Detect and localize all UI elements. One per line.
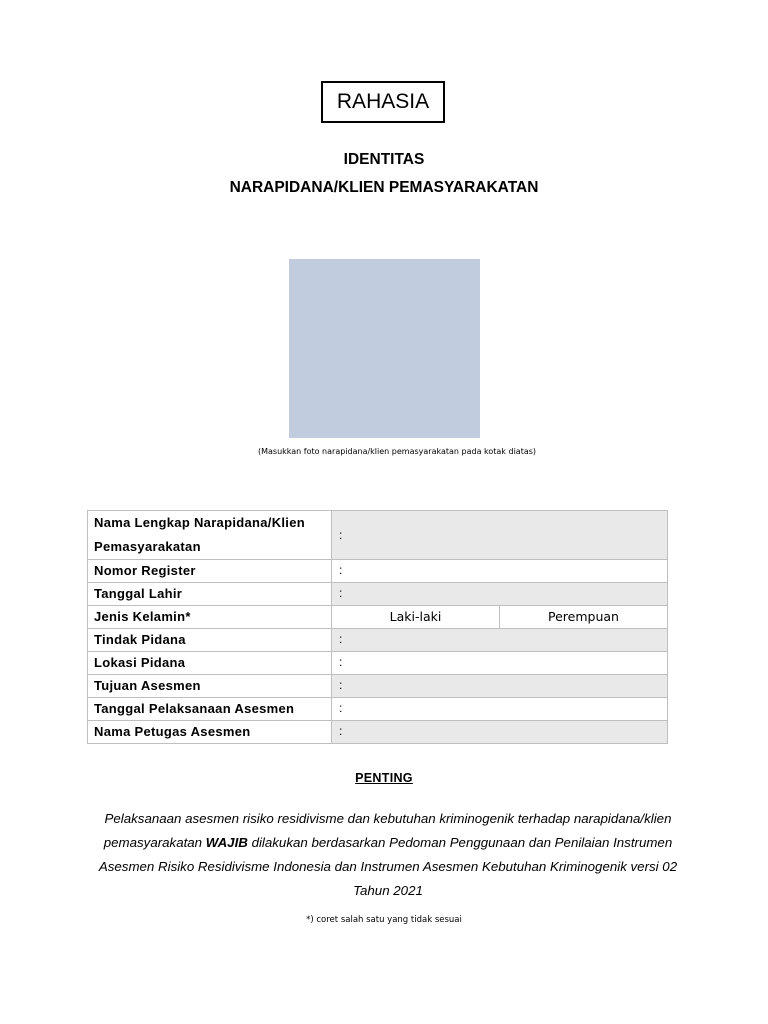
form-row-crime-location [88, 652, 668, 675]
important-heading-text: PENTING [355, 771, 413, 785]
identity-form-table [87, 510, 668, 744]
form-row-register-number [88, 560, 668, 583]
field-label-full-name [88, 511, 332, 560]
confidential-stamp [321, 81, 445, 123]
field-label-assessment-purpose: Tujuan Asesmen [88, 675, 332, 698]
form-row-crime [88, 629, 668, 652]
gender-option-female[interactable]: Perempuan [548, 609, 619, 624]
assessment-purpose-field[interactable]: : [332, 675, 668, 698]
confidential-stamp-text: RAHASIA [336, 90, 430, 113]
gender-option-male[interactable]: Laki-laki [332, 606, 500, 628]
photo-caption: (Masukkan foto narapidana/klien pemasyarakatan pada kotak diatas) [257, 447, 537, 456]
birth-date-field[interactable]: : [332, 583, 668, 606]
footnote: *) coret salah satu yang tidak sesuai [306, 915, 462, 925]
crime-location-field[interactable]: : [332, 652, 668, 675]
register-number-field[interactable]: : [332, 560, 668, 583]
form-row-birth-date [88, 583, 668, 606]
field-label-birth-date: Tanggal Lahir [88, 583, 332, 606]
field-label-gender: Jenis Kelamin* [88, 606, 332, 629]
document-title-line2: NARAPIDANA/KLIEN PEMASYARAKATAN [229, 179, 539, 196]
full-name-field[interactable]: : [332, 511, 668, 560]
assessor-name-field[interactable]: : [332, 721, 668, 744]
field-label-crime-location: Lokasi Pidana [88, 652, 332, 675]
notice-text-part2: dilakukan berdasarkan Pedoman Penggunaan dan Penilaian Instrumen Asesmen Risiko Residivisme Indonesia dan Instrumen Asesmen Kebutuhan Kriminogenik versi 02 Tahun 2021 [98, 835, 678, 898]
field-label-crime: Tindak Pidana [88, 629, 332, 652]
field-label-full-name-line2: Pemasyarakatan [94, 539, 201, 554]
notice-text-bold: WAJIB [205, 835, 248, 850]
notice-text-part1: Pelaksanaan asesmen risiko residivisme dan kebutuhan kriminogenik terhadap narapidana/klien pemasyarakatan [103, 811, 672, 850]
photo-placeholder[interactable] [289, 259, 480, 438]
form-row-full-name [88, 511, 668, 560]
gender-options [332, 606, 667, 628]
important-heading [0, 771, 768, 785]
important-notice [92, 807, 684, 903]
field-label-assessor-name: Nama Petugas Asesmen [88, 721, 332, 744]
form-row-gender [88, 606, 668, 629]
field-label-full-name-line1: Nama Lengkap Narapidana/Klien [94, 515, 305, 530]
field-label-register-number: Nomor Register [88, 560, 332, 583]
document-title-line1: IDENTITAS [343, 151, 425, 168]
crime-field[interactable]: : [332, 629, 668, 652]
assessment-date-field[interactable]: : [332, 698, 668, 721]
form-row-assessment-purpose [88, 675, 668, 698]
form-row-assessor-name [88, 721, 668, 744]
form-row-assessment-date [88, 698, 668, 721]
field-label-assessment-date: Tanggal Pelaksanaan Asesmen [88, 698, 332, 721]
gender-field [332, 606, 668, 629]
